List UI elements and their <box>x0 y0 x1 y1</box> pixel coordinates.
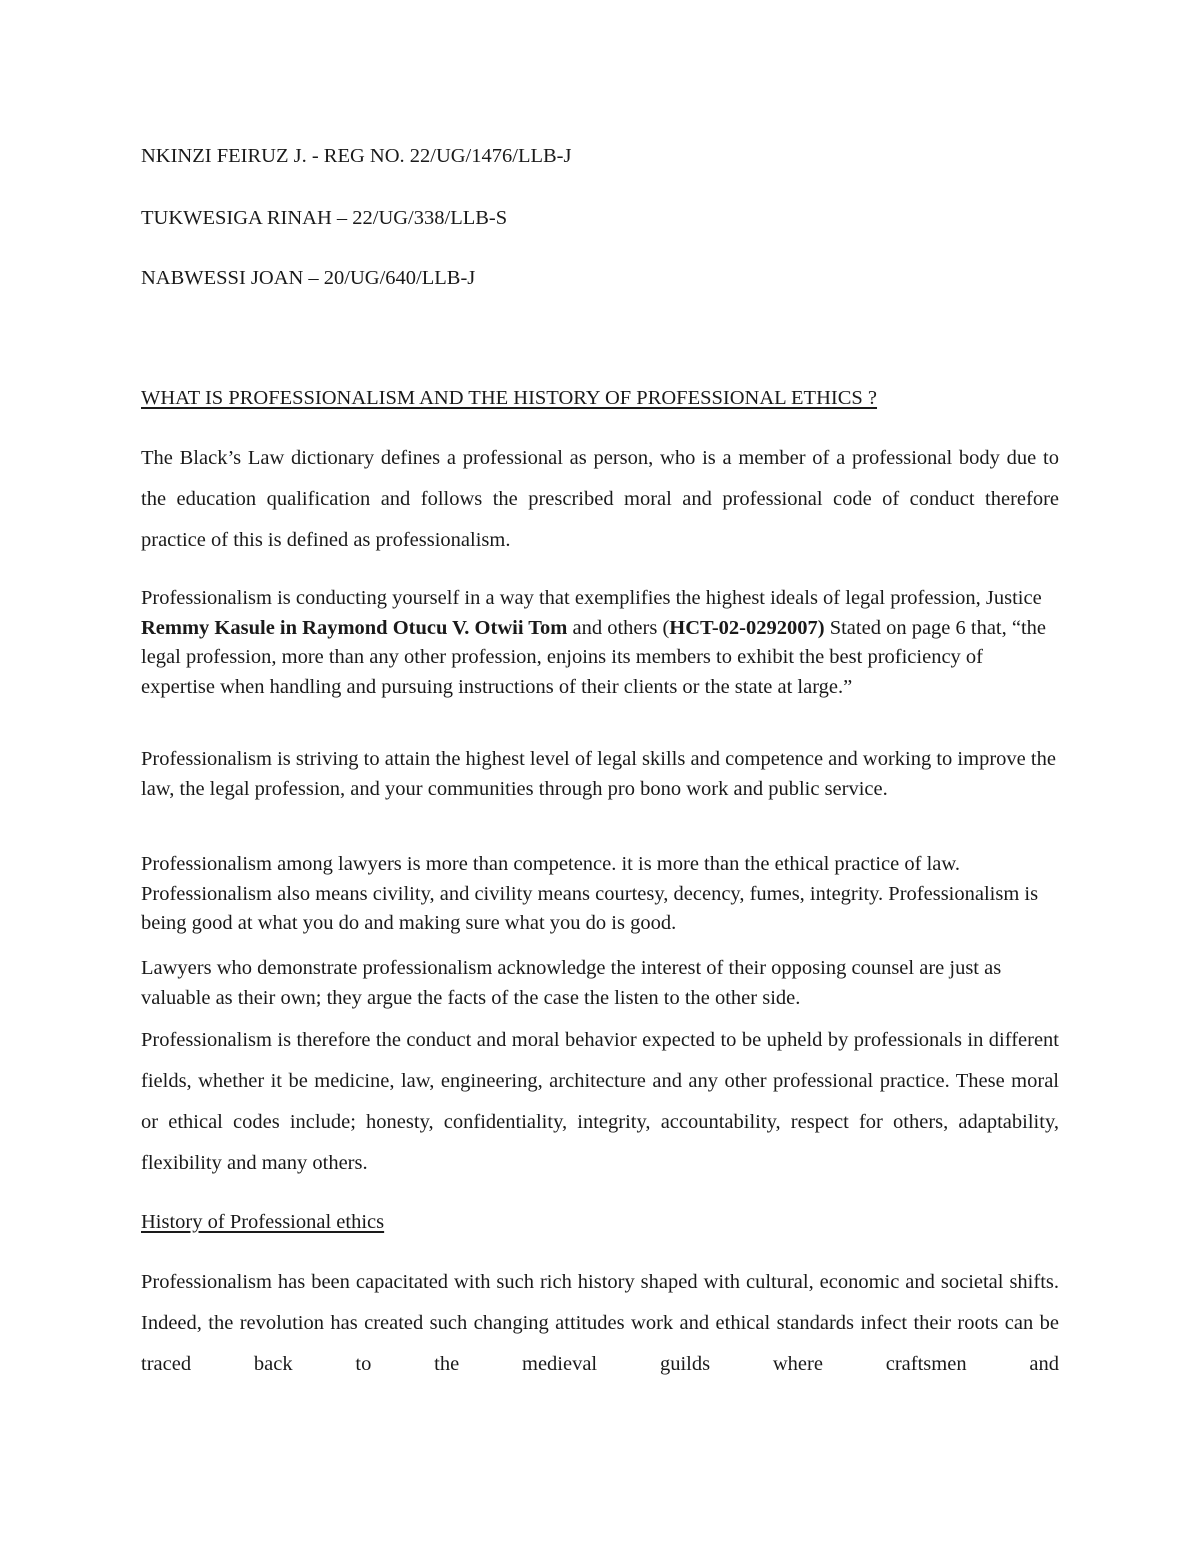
paragraph-conduct: Professionalism is therefore the conduct and moral behavior expected to be upheld by professionals in different fields, whether it be medicine, law, engineering, architecture and any other professional practice. These moral or ethical codes include; honesty, confidentiality, integrity, accountability, respect for others, adaptability, flexibility and many others. <box>141 1029 1059 1174</box>
citation-text-3: Stated on page 6 that, “the legal profession, more than any other profession, enjoins its members to exhibit the best proficiency of expertise when handling and pursuing instructions of their clients or the state at large.” <box>141 616 1047 698</box>
author-line-1: NKINZI FEIRUZ J. - REG NO. 22/UG/1476/LLB-J <box>141 145 572 167</box>
paragraph-lawyers: Lawyers who demonstrate professionalism acknowledge the interest of their opposing counsel are just as valuable as their own; they argue the facts of the case the listen to the other side. <box>141 957 1002 1009</box>
author-line-2: TUKWESIGA RINAH – 22/UG/338/LLB-S <box>141 207 508 229</box>
case-number: HCT-02-0292007) <box>669 616 825 639</box>
paragraph-definition: The Black’s Law dictionary defines a professional as person, who is a member of a professional body due to the education qualification and follows the prescribed moral and professional code of conduct therefore practice of this is defined as professionalism. <box>141 447 1059 551</box>
author-line-3: NABWESSI JOAN – 20/UG/640/LLB-J <box>141 267 476 289</box>
subheading-history: History of Professional ethics <box>141 1211 385 1233</box>
section-heading: WHAT IS PROFESSIONALISM AND THE HISTORY OF PROFESSIONAL ETHICS ? <box>141 387 878 409</box>
paragraph-striving: Professionalism is striving to attain the highest level of legal skills and competence and working to improve the law, the legal profession, and your communities through pro bono work and public service. <box>141 748 1056 800</box>
paragraph-competence: Professionalism among lawyers is more than competence. it is more than the ethical practice of law. Professionalism also means civility, and civility means courtesy, decency, fumes, integrity. Professionalism is being good at what you do and making sure what you do is good. <box>141 853 1039 935</box>
citation-text-2: and others ( <box>567 616 670 639</box>
paragraph-case-citation <box>141 584 1059 702</box>
paragraph-history: Professionalism has been capacitated with such rich history shaped with cultural, economic and societal shifts. Indeed, the revolution has created such changing attitudes work and ethical standards infect their roots can be traced back to the medieval guilds where craftsmen and <box>141 1271 1059 1375</box>
citation-text-1: Professionalism is conducting yourself in a way that exemplifies the highest ideals of legal profession, Justice <box>141 587 1042 609</box>
case-name: Remmy Kasule in Raymond Otucu V. Otwii Tom <box>141 616 568 639</box>
